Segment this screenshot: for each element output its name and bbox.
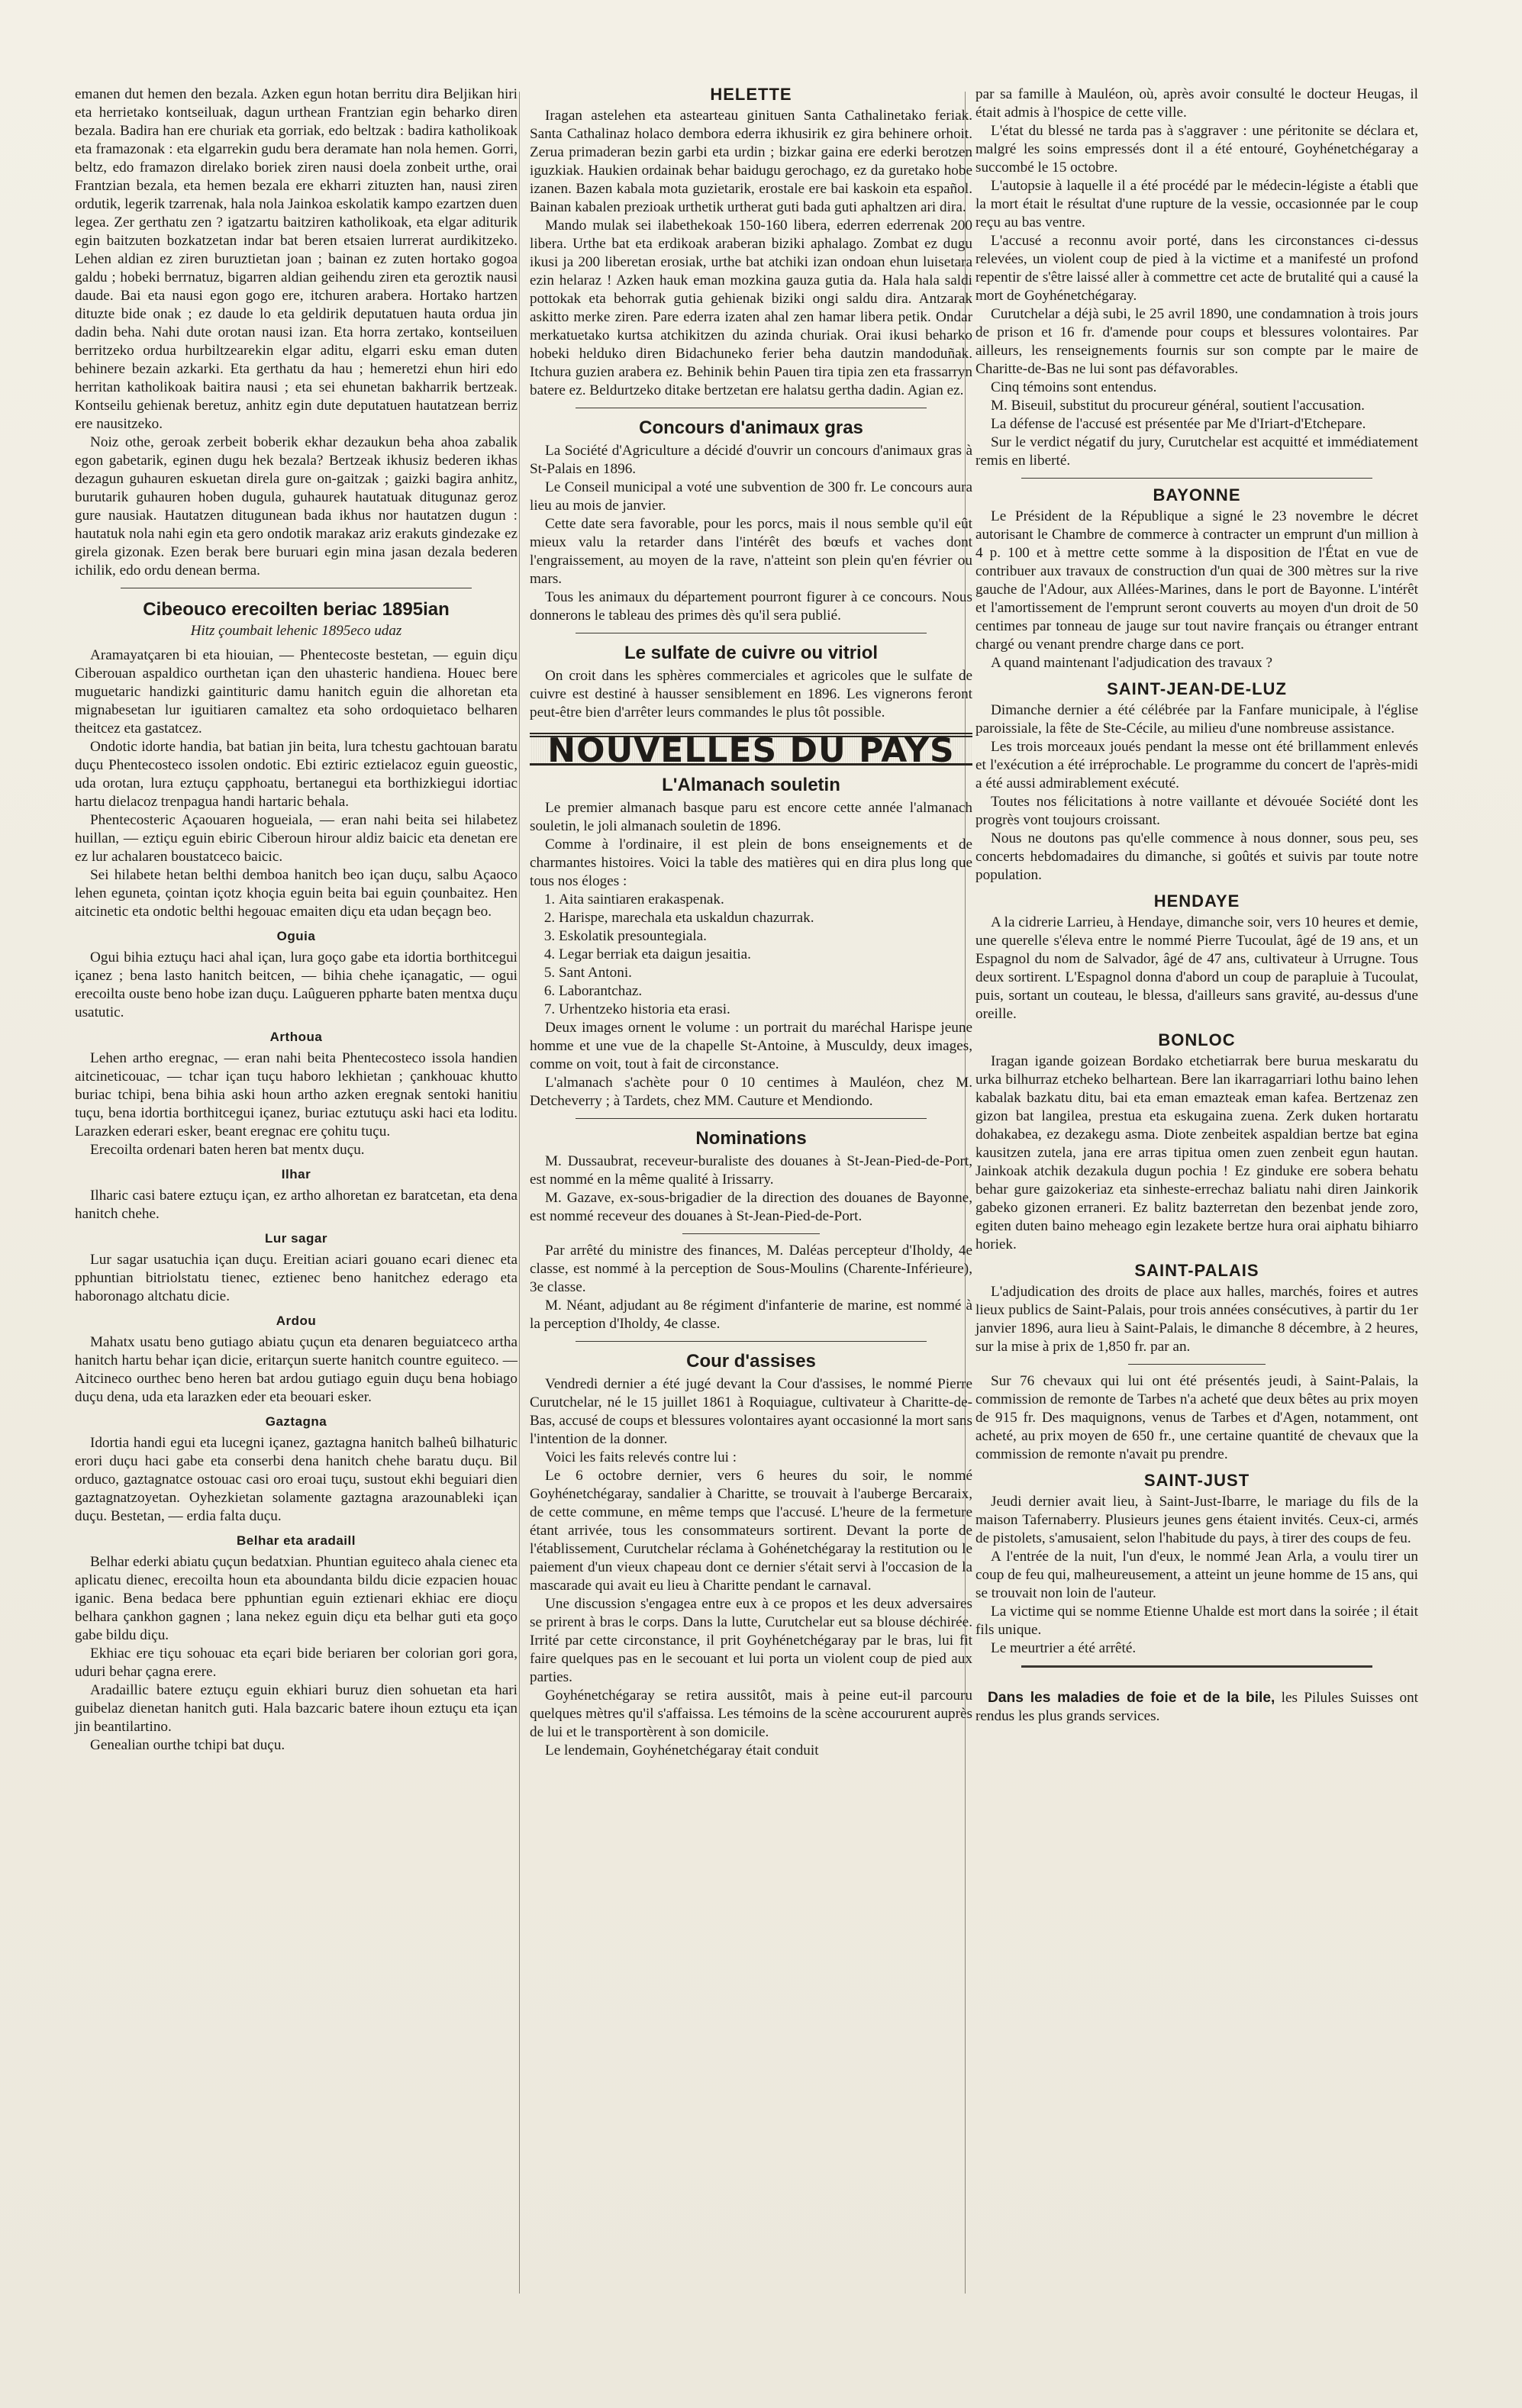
ad-text: les Pilules Suisses ont rendus les plus grands services.: [975, 1690, 1418, 1724]
paragraph: M. Néant, adjudant au 8e régiment d'infanterie de marine, est nommé à la perception d'Iholdy, 4e classe.: [530, 1297, 972, 1332]
paragraph: On croit dans les sphères commerciales et agricoles que le sulfate de cuivre est destiné à hausser sensiblement en 1896. Les vignerons feront peut-être bien d'arrêter leurs commandes le plus tôt possible.: [530, 668, 972, 720]
paragraph: Nous ne doutons pas qu'elle commence à nous donner, sous peu, ses concerts hebdomadaires du dimanche, si goûtés et suivis par toute notre population.: [975, 830, 1418, 883]
paragraph: Ondotic idorte handia, bat batian jin beita, lura tchestu gachtouan baratu duçu Phentecosteco issolen ondotic. Ebi eztiric eztielacoz eguin gueostic, uda orotan, lura eztuçu çapphoatu, bertanegui eta borthizkiegui idortiac hartu dielacoz trenpagua handi hartaric behala.: [75, 739, 518, 810]
advertisement: [975, 1689, 1418, 1726]
paragraph: Le Président de la République a signé le 23 novembre le décret autorisant le Chambre de commerce à contracter un emprunt d'un million à 4 p. 100 et à mettre cette somme à la disposition de l'État en vue de contribuer aux travaux de construction d'un quai de 300 mètres sur la rive gauche de l'Adour, aux Allées-Marines, dans le port de Bayonne. L'intérêt et l'amortissement de l'emprunt seront couverts au moyen d'un droit de 50 centimes par tonneau de jauge sur tout navire français ou étranger entrant chargé ou venant prendre charge dans ce port.: [975, 508, 1418, 653]
section-heading: BAYONNE: [1153, 485, 1241, 504]
paragraph: Aradaillic batere eztuçu eguin ekhiari buruz dien sohuetan eta hari guibelaz dienetan hanitch guti. Hala bazcaric batere ihoun eztuçu eta içan jin beantilartino.: [75, 1682, 518, 1735]
section-heading: Ilhar: [281, 1167, 311, 1181]
section-heading: Oguia: [276, 929, 316, 943]
paragraph: Comme à l'ordinaire, il est plein de bons enseignements et de charmantes histoires. Voici la table des matières qui en dira plus long que tous nos éloges :: [530, 837, 972, 889]
paragraph: Voici les faits relevés contre lui :: [545, 1449, 737, 1465]
section-divider: [682, 1233, 820, 1234]
article-title: Cour d'assises: [686, 1351, 816, 1372]
paragraph: emanen dut hemen den bezala. Azken egun hotan berritu dira Beljikan hiri eta herrietako kontseiluak, dagun urthean Frantzian egin beharko diren bezala. Badira han ere churiak eta gorriak, edo beltzak : badira katholikoak eta framazonak : eta elgarrekin gudu bera deramate han nola hemen. Gorri, beltz, edo framazon direlako boriek ziren nausi doela zonbeit urthe, orai Frantzian bezala, eta hemen bezala ere ekharri zituzten han, nausi ziren ordutik, legerik tzarrenak, hala nola Jainkoa eskolatik kampo ezartzen duen legea. Zer gerthatu zen ? igatzartu baitziren katholikoak, eta elgar aditurik egin baitzuten bozkatzetan indar bat beren etsaien lurrerat aurdikitzeko. Lehen aldian ez ziren buruztietan joan ; bainan ez zuten hortako gogoa galdu ; hobeki berrnatuz, bigarren aldian geihendu ziren eta geroztik nausi daude. Bai eta nausi egon gogo ere, itchuren arabera. Hortako hartzen dituzte bide onak ; ez daude lo eta geldirik deputatuen hauta ordua jin dadin beha. Nahi dute orotan nausi izan. Eta horra zertako, kontseiluen berritzeko ordua hurbiltzearekin elgar aditu, elgarri esku eman duten behinere bezain azkarki. Eta gerthatu da hau ; hemeretzi ehun hiri edo herritan katholikoak baitira nausi ; eta sei ehunetan bakharrik bertzeak. Kontseilu gehienak beretuz, anhitz egin dute deputatuen hautatzean berriz ere nausitzeko.: [75, 86, 518, 432]
paragraph: M. Gazave, ex-sous-brigadier de la direction des douanes de Bayonne, est nommé receveur des douanes à St-Jean-Pied-de-Port.: [530, 1190, 972, 1224]
column-3: [975, 85, 1418, 1726]
paragraph: Mahatx usatu beno gutiago abiatu çuçun eta denaren beguiatceco artha hanitch hartu behar içan dicie, eritarçun suerte hanitch countre eguiteco. — Aitcineco ourthec beno heren bat ardou gutiago eguin duçu bena hobiago duçu dena, uda eta larazken eder eta beouari esker.: [75, 1334, 518, 1405]
paragraph: Aramayatçaren bi eta hiouian, — Phentecoste bestetan, — eguin diçu Ciberouan aspaldico ourthetan içan den uhasteric handiena. Houec bere muguetaric handizki gaintituric damu hanitch eguin die alhoretan eta mignabesetan lur iguitiaren camaltez eta soho ordoquietaco belharen theitcez eta gastatcez.: [75, 647, 518, 737]
paragraph: A l'entrée de la nuit, l'un d'eux, le nommé Jean Arla, a voulu tirer un coup de feu qui, malheureusement, a atteint un jeune homme de 15 ans, qui se trouvait non loin de l'auteur.: [975, 1549, 1418, 1601]
section-heading: SAINT-JUST: [1143, 1471, 1250, 1490]
paragraph: Mando mulak sei ilabethekoak 150-160 libera, ederren ederrenak 200 libera. Urthe bat eta erdikoak araberan biziki aphalago. Zombat ez dugu ikusi ja 200 liberetan erosiak, urthe bat atchiki izan ondoan ehun luisetara ezin helaraz ! Azken hauk eman mozkina gauza gutia da. Hala hala saldi pottokak eta behorrak gutia gehienak biziki ongi saldu dira. Antzarak askitto merke ziren. Pare ederra izaten ahal zen hamar libera petik. Ondar merkatuetako kurtsa atchikitzen du azinda churiak. Orai ikusi beharko hobeki helduko diren Bidachuneko ferier beha dautzin mandoduñak. Itchura guzien arabera ez. Behinik behin Pauen tira tipia zen eta frassarryn batere ez. Beldurtzeko ditake bertzetan ere halatsu gertha dadin. Agian ez.: [530, 218, 972, 398]
paragraph: Le lendemain, Goyhénetchégaray était conduit: [545, 1742, 819, 1758]
list-item: 1. Aita saintiaren erakaspenak.: [559, 891, 972, 909]
section-heading: HELETTE: [710, 85, 792, 104]
article-title: Cibeouco erecoilten beriac 1895ian: [143, 599, 450, 620]
list-item: 5. Sant Antoni.: [559, 964, 972, 982]
paragraph: L'almanach s'achète pour 0 10 centimes à Mauléon, chez M. Detcheverry ; à Tardets, chez MM. Cauture et Mendiondo.: [530, 1075, 972, 1109]
paragraph: L'état du blessé ne tarda pas à s'aggraver : une péritonite se déclara et, malgré les soins empressés dont il a été entouré, Goyhénetchégaray a succombé le 15 octobre.: [975, 123, 1418, 176]
paragraph: Le premier almanach basque paru est encore cette année l'almanach souletin, le joli almanach souletin de 1896.: [530, 800, 972, 834]
paragraph: L'autopsie à laquelle il a été procédé par le médecin-légiste a établi que la mort était le résultat d'une rupture de la vessie, occasionnée par le coup reçu au bas ventre.: [975, 178, 1418, 230]
paragraph: La victime qui se nomme Etienne Uhalde est mort dans la soirée ; il était fils unique.: [975, 1604, 1418, 1638]
column-1: [75, 85, 518, 1755]
paragraph: Sur le verdict négatif du jury, Curutchelar est acquitté et immédiatement remis en liberté.: [975, 434, 1418, 469]
paragraph: Goyhénetchégaray se retira aussitôt, mais à peine eut-il parcouru quelques mètres qu'il s'affaissa. Les témoins de la scène accoururent auprès de lui et le transportèrent à son domicile.: [530, 1688, 972, 1740]
paragraph: L'adjudication des droits de place aux halles, marchés, foires et autres lieux publics de Saint-Palais, pour trois années consécutives, à partir du 1er janvier 1896, aura lieu à Saint-Palais, le dimanche 8 décembre, à 2 heures, sur la mise à prix de 1,850 fr. par an.: [975, 1284, 1418, 1355]
paragraph: Par arrêté du ministre des finances, M. Daléas percepteur d'Iholdy, 4e classe, est nommé à la perception de Sous-Moulins (Charente-Inférieure), 3e classe.: [530, 1243, 972, 1295]
column-2: [530, 85, 972, 1760]
section-heading: HENDAYE: [1153, 891, 1240, 911]
section-divider: [1021, 478, 1372, 479]
table-of-contents: [530, 891, 972, 1019]
paragraph: Vendredi dernier a été jugé devant la Cour d'assises, le nommé Pierre Curutchelar, né le 15 juillet 1861 à Roquiague, cultivateur à Charitte-de-Bas, accusé de coups et blessures volontaires ayant occasionné la mort sans l'intention de la donner.: [530, 1376, 972, 1447]
section-heading: SAINT-PALAIS: [1134, 1261, 1259, 1280]
section-divider: [576, 1341, 927, 1342]
section-banner: NOUVELLES DU PAYS: [530, 733, 972, 766]
paragraph: Les trois morceaux joués pendant la messe ont été brillamment enlevés et l'exécution a été irréprochable. Le programme du concert de l'après-midi a été aussi admirablement exécuté.: [975, 739, 1418, 791]
paragraph: par sa famille à Mauléon, où, après avoir consulté le docteur Heugas, il était admis à l'hospice de cette ville.: [975, 86, 1418, 121]
paragraph: Dimanche dernier a été célébrée par la Fanfare municipale, à l'église paroissiale, la fête de Ste-Cécile, au milieu d'une nombreuse assistance.: [975, 702, 1418, 737]
paragraph: La Société d'Agriculture a décidé d'ouvrir un concours d'animaux gras à St-Palais en 1896.: [530, 443, 972, 477]
paragraph: Erecoilta ordenari baten heren bat mentx duçu.: [90, 1142, 365, 1158]
list-item: 3. Eskolatik presountegiala.: [559, 927, 972, 946]
paragraph: La défense de l'accusé est présentée par Me d'Iriart-d'Etchepare.: [991, 416, 1366, 432]
section-divider: [576, 1118, 927, 1119]
paragraph: Jeudi dernier avait lieu, à Saint-Just-Ibarre, le mariage du fils de la maison Tafernaberry. Plusieurs jeunes gens étaient invités. Ceux-ci, armés de pistolets, s'amusaient, selon l'habitude du pays, à tirer des coups de feu.: [975, 1494, 1418, 1546]
paragraph: Phentecosteric Açaouaren hogueiala, — eran nahi beita sei hilabetez huillan, — eztiçu eguin ebiric Ciberoun hirour aldiz baicic eta denetan ere ez lur achalaren boustatceco baicic.: [75, 812, 518, 865]
paragraph: L'accusé a reconnu avoir porté, dans les circonstances ci-dessus relevées, un violent coup de pied à la victime et a manifesté un profond repentir de s'être laissé aller à commettre cet acte de brutalité qui a causé la mort de Goyhénetchégaray.: [975, 233, 1418, 304]
paragraph: Ogui bihia eztuçu haci ahal içan, lura goço gabe eta idortia borthitcegui içanez ; bena lasto hanitch beitcen, — bihia chehe içanagatic, — ogui erecoilta ouste beno hobe izan duçu. Laûgueren ppharte baten mentxa duçu usatutic.: [75, 949, 518, 1020]
paragraph: Tous les animaux du département pourront figurer à ce concours. Nous donnerons le tableau des primes dès qu'il sera publié.: [530, 589, 972, 624]
paragraph: A quand maintenant l'adjudication des travaux ?: [991, 655, 1272, 671]
article-title: Nominations: [695, 1128, 807, 1149]
list-item: 4. Legar berriak eta daigun jesaitia.: [559, 946, 972, 964]
paragraph: Genealian ourthe tchipi bat duçu.: [90, 1737, 285, 1753]
paragraph: Ekhiac ere tiçu sohouac eta eçari bide beriaren ber colorian gori gora, uduri behar çagna erere.: [75, 1646, 518, 1680]
article-title: Le sulfate de cuivre ou vitriol: [624, 643, 879, 663]
section-heading: BONLOC: [1158, 1030, 1236, 1049]
ad-headline: Dans les maladies de foie et de la bile,: [988, 1690, 1275, 1706]
paragraph: Toutes nos félicitations à notre vaillante et dévouée Société dont les progrès vont toujours croissant.: [975, 794, 1418, 828]
paragraph: Iragan astelehen eta astearteau ginituen Santa Cathalinetako feriak. Santa Cathalinaz holaco dembora ederra ikhusirik ez gira behinere orhoit. Zerua primaderan bezin garbi eta urdin ; bizkar gaina ere ederki berotzen iguzkiak. Haukien ordainak behar baidugu gerochago, ez da guretako hobe izanen. Bazen kabala mota guzietarik, erostale ere bai kaskoin eta español. Bainan kabalen prezioak urthetik urtherat guti bada guti aphaltzen ari dira.: [530, 108, 972, 215]
list-item: 6. Laborantchaz.: [559, 982, 972, 1001]
section-divider: [1021, 1665, 1372, 1668]
paragraph: Iragan igande goizean Bordako etchetiarrak bere burua meskaratu du urka bilhurraz etcheko belhartean. Bere lan ikarragarriari lothu baino lehen kabalak bazkatu ditu, bai eta eman emazteak eman kafea. Bertzenaz zen gizon bat langilea, prestua eta eskugaina zuena. Zerk duken hortaratu dohakabea, ez dezakegu asma. Diote zenbeitek aspaldian bertze bat egina kausitzen zutela, jana ere arras tipitua omen zuen zenbeit egun hautan. Jainkoak atchik dezakula dugun pochia ! Ez ginduke ere sobera behatu behar gure gaizokeriaz eta sinheste-errechaz baliatu nahi diren Jainkorik gabeko gizonen erraneri. Ez balitz bazterretan den bezenbat jende zoro, egiten duten baino meheago egin lezakete bertze hura orai aiphatu bihiarro horiek.: [975, 1053, 1418, 1252]
paragraph: Sei hilabete hetan belthi demboa hanitch beo içan duçu, salbu Açaoco lehen eguneta, çointan içotz khoçia eguin beita bai eguin çounbaitez. Hen aitcinetic eta ondotic belthi hegouac emaiten diçu eta udan beçagn beo.: [75, 867, 518, 920]
column-divider: [519, 92, 520, 2294]
paragraph: Lur sagar usatuchia içan duçu. Ereitian aciari gouano ecari dienec eta pphuntian bitriolstatu tienec, eztienec beno hanitchez ederago eta haboronago altchatu dicie.: [75, 1252, 518, 1304]
paragraph: M. Biseuil, substitut du procureur général, soutient l'accusation.: [991, 398, 1365, 414]
section-divider: [1128, 1364, 1266, 1365]
paragraph: Cinq témoins sont entendus.: [991, 379, 1157, 395]
paragraph: Noiz othe, geroak zerbeit boberik ekhar dezaukun beha ahoa zabalik egon gabetarik, eginen dugu hek bezala? Bertzeak ikhusiz bederen ikhas dezagun guhauren eskuetan direla gure on-gaitzak ; gaizki bagira anhitz, burutarik guhauren hoben dugula, guhaurek hautatuak ditugunaz geroz gure nausiak. Hautatzen ditugunean bada ikhus nor hautatzen dugun : hautatuk nola nahi egin eta gero ondotik marakaz ariz erakuts gindezake ez girela gizonak. Ezen berak bere buruari egin mina jasan dezala bederen ichilik, edo ordu denean berma.: [75, 434, 518, 579]
section-heading: SAINT-JEAN-DE-LUZ: [1107, 679, 1287, 698]
paragraph: Idortia handi egui eta lucegni içanez, gaztagna hanitch balheû bilhaturic erori duçu haci gabe eta conserbi dena hanitch chehe baratu duçu. Bil orduco, gaztagnatce ostouac casi oro eroai tuçu, sustout ekhi beguiari dien gaztagnatzoyetan. Oyhezkietan solamente gaztagna arazounableki içan duçu. Bestetan, — erdia falta duçu.: [75, 1435, 518, 1524]
section-heading: Lur sagar: [265, 1231, 327, 1246]
paragraph: Sur 76 chevaux qui lui ont été présentés jeudi, à Saint-Palais, la commission de remonte de Tarbes n'a acheté que deux bêtes au prix moyen de 915 fr. Des maquignons, venus de Tarbes et d'Agen, notamment, ont acheté, au prix moyen de 650 fr., une certaine quantité de chevaux que la commission de remonte n'avait pu prendre.: [975, 1373, 1418, 1462]
list-item: 2. Harispe, marechala eta uskaldun chazurrak.: [559, 909, 972, 927]
article-title: L'Almanach souletin: [662, 775, 840, 795]
paragraph: Une discussion s'engagea entre eux à ce propos et les deux adversaires se prirent à bras le corps. Dans la lutte, Curutchelar eut sa blouse déchirée. Irrité par cette circonstance, il prit Goyhénetchégaray par le bras, lui fit faire quelques pas en le secouant et lui porta un violent coup de pied aux parties.: [530, 1596, 972, 1685]
paragraph: M. Dussaubrat, receveur-buraliste des douanes à St-Jean-Pied-de-Port, est nommé en la même qualité à Irissarry.: [530, 1153, 972, 1188]
paragraph: Ilharic casi batere eztuçu içan, ez artho alhoretan ez baratcetan, eta dena hanitch chehe.: [75, 1188, 518, 1222]
paragraph: A la cidrerie Larrieu, à Hendaye, dimanche soir, vers 10 heures et demie, une querelle s'éleva entre le nommé Pierre Tucoulat, âgé de 19 ans, et un Espagnol du nom de Salvador, âgé de 47 ans, cultivateur à Urrugne. Tous deux sortirent. L'Espagnol donna d'abord un coup de parapluie à Tucoulat, puis, sortant un couteau, le blessa, d'ailleurs sans gravité, au-dessus d'une oreille.: [975, 914, 1418, 1022]
section-heading: Gaztagna: [265, 1414, 327, 1429]
paragraph: Cette date sera favorable, pour les porcs, mais il nous semble qu'il eût mieux valu la retarder dans l'intérêt des bœufs et vaches dont l'engraissement, au moyen de la rave, n'atteint son plein qu'en février ou mars.: [530, 516, 972, 587]
paragraph: Curutchelar a déjà subi, le 25 avril 1890, une condamnation à trois jours de prison et 16 fr. d'amende pour coups et blessures volontaires. Par ailleurs, les renseignements fournis sur son compte par le maire de Charitte-de-Bas ne lui sont pas défavorables.: [975, 306, 1418, 377]
article-subtitle: Hitz çoumbait lehenic 1895eco udaz: [190, 623, 402, 639]
article-title: Concours d'animaux gras: [639, 417, 863, 438]
paragraph: Le 6 octobre dernier, vers 6 heures du soir, le nommé Goyhénetchégaray, sandalier à Charitte, se trouvait à l'auberge Bercaraix, de cette commune, en même temps que l'accusé. L'heure de la fermeture étant arrivée, tous les consommateurs sortirent. Devant la porte de l'établissement, Curutchelar réclama à Gohénetchégaray la restitution ou le paiement d'un vieux chapeau dont ce dernier s'était servi à l'occasion de la mascarade qui avait eu lieu à Charitte pendant le carnaval.: [530, 1468, 972, 1594]
section-heading: Ardou: [276, 1314, 317, 1328]
paragraph: Le Conseil municipal a voté une subvention de 300 fr. Le concours aura lieu au mois de janvier.: [530, 479, 972, 514]
paragraph: Le meurtrier a été arrêté.: [991, 1640, 1137, 1656]
paragraph: Lehen artho eregnac, — eran nahi beita Phentecosteco issola handien aitcineticouac, — tchar içan tuçu haboro lekhietan ; çankhouac khutto buriac tchipi, bena bihia aski houn artho azken eregnak sentoki hanitiu tuçu, bena idortia borthitcegui içanez, buriac eztutuçu aski haci eta loditu. Larazken ederari esker, beant eregnac ere çohitu tuçu.: [75, 1050, 518, 1140]
paragraph: Belhar ederki abiatu çuçun bedatxian. Phuntian eguiteco ahala cienec eta aplicatu dienec, erecoilta houn eta aboundanta bildu dicie ezpacien houac iganic. Bena bedaca bere pphuntian eguin eztienari ekhiac ere dioçu belhara çankhon gagnen ; lana nekez eguin diçu eta belhar guti eta goço gabe bildu diçu.: [75, 1554, 518, 1643]
section-heading: Arthoua: [269, 1030, 323, 1044]
paragraph: Deux images ornent le volume : un portrait du maréchal Harispe jeune homme et une vue de la chapelle St-Antoine, à Musculdy, deux images, comme on voit, tout à fait de circonstance.: [530, 1020, 972, 1072]
section-heading: Belhar eta aradaill: [237, 1533, 356, 1548]
list-item: 7. Urhentzeko historia eta erasi.: [559, 1001, 972, 1019]
